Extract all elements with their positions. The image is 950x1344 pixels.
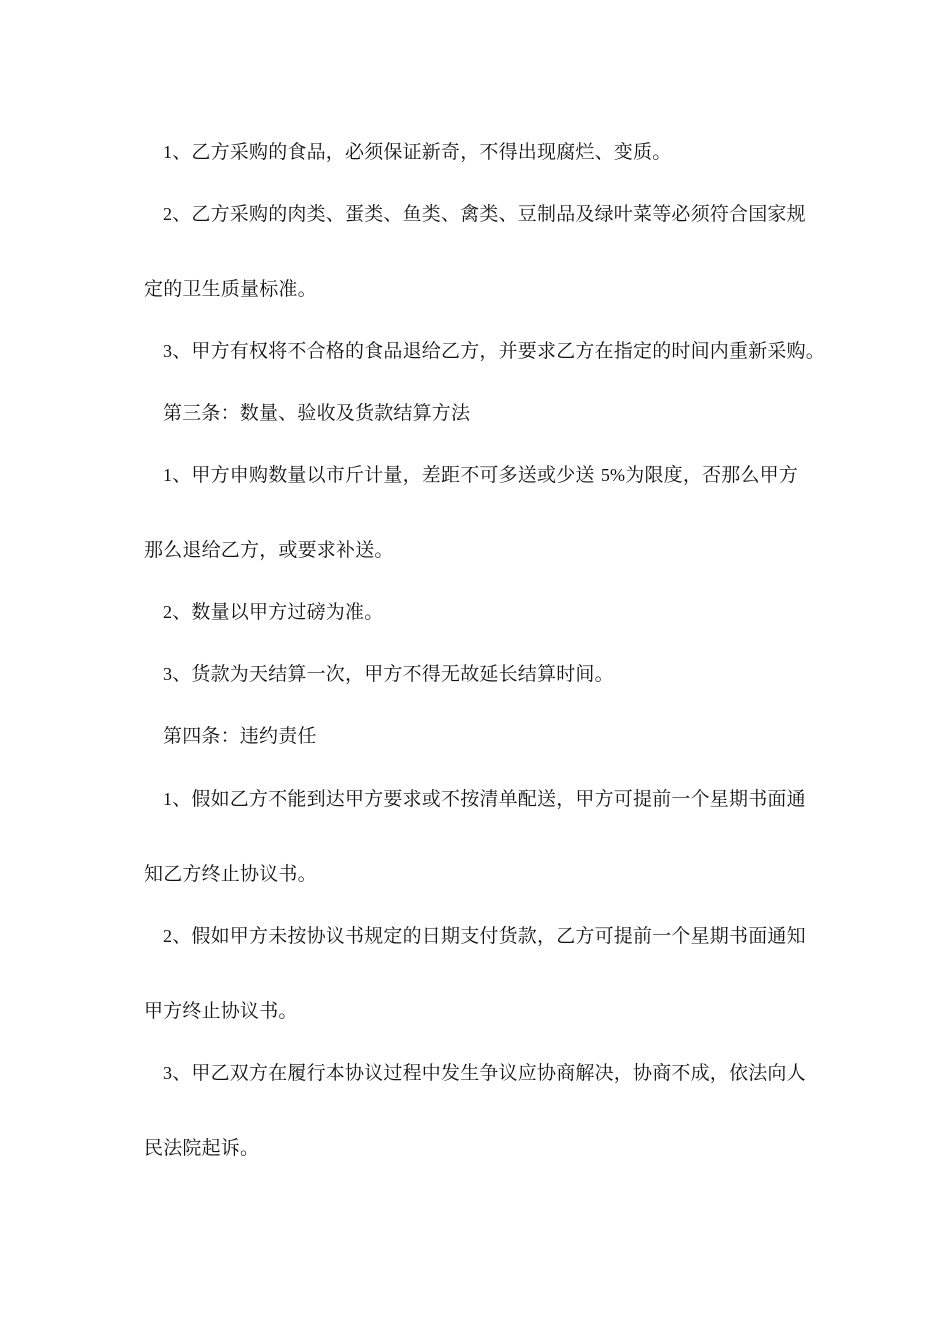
section-heading-text: 第三条：数量、验收及货款结算方法: [163, 402, 471, 424]
line-text: 、货款为天结算一次，甲方不得无故延长结算时间。: [172, 663, 614, 685]
paragraph-line: [163, 1061, 806, 1085]
item-number: 2: [163, 926, 173, 946]
paragraph-line: [144, 277, 317, 301]
line-text: 知乙方终止协议书。: [144, 863, 317, 885]
paragraph-line: [163, 787, 806, 811]
line-text: 、甲方有权将不合格的食品退给乙方，并要求乙方在指定的时间内重新采购。: [172, 340, 826, 362]
paragraph-line: [163, 924, 806, 948]
line-text: 、假如甲方未按协议书规定的日期支付货款，乙方可提前一个星期书面通知: [172, 925, 806, 947]
line-text: 定的卫生质量标准。: [144, 278, 317, 300]
paragraph-line: [163, 140, 671, 164]
line-text: 、数量以甲方过磅为准。: [172, 601, 384, 623]
paragraph-line: [144, 538, 394, 562]
line-text: 为限度，否那么甲方: [625, 464, 799, 486]
paragraph-line: [163, 202, 806, 226]
item-number: 3: [163, 1063, 173, 1083]
item-number: 3: [163, 341, 173, 361]
paragraph-line: [163, 463, 798, 487]
line-text: 、乙方采购的肉类、蛋类、鱼类、禽类、豆制品及绿叶菜等必须符合国家规: [172, 203, 806, 225]
item-number: 1: [163, 465, 173, 485]
paragraph-line: [144, 1136, 259, 1160]
item-number: 1: [163, 789, 173, 809]
line-text: 甲方终止协议书。: [144, 1000, 298, 1022]
item-number: 1: [163, 142, 173, 162]
paragraph-line: [163, 339, 825, 363]
section-heading: [163, 401, 470, 425]
section-heading: [163, 724, 317, 748]
item-number: 2: [163, 204, 173, 224]
line-text: 、假如乙方不能到达甲方要求或不按清单配送，甲方可提前一个星期书面通: [172, 788, 806, 810]
paragraph-line: [144, 999, 298, 1023]
line-text: 、甲方申购数量以市斤计量，差距不可多送或少送: [172, 464, 601, 486]
line-text: 、甲乙双方在履行本协议过程中发生争议应协商解决，协商不成，依法向人: [172, 1062, 806, 1084]
item-number: 3: [163, 664, 173, 684]
paragraph-line: [144, 862, 317, 886]
section-heading-text: 第四条：违约责任: [163, 725, 317, 747]
percent-value: 5%: [600, 465, 626, 485]
line-text: 民法院起诉。: [144, 1137, 260, 1159]
paragraph-line: [163, 662, 614, 686]
line-text: 那么退给乙方，或要求补送。: [144, 539, 394, 561]
paragraph-line: [163, 600, 383, 624]
item-number: 2: [163, 602, 173, 622]
line-text: 、乙方采购的食品，必须保证新奇，不得出现腐烂、变质。: [172, 141, 672, 163]
